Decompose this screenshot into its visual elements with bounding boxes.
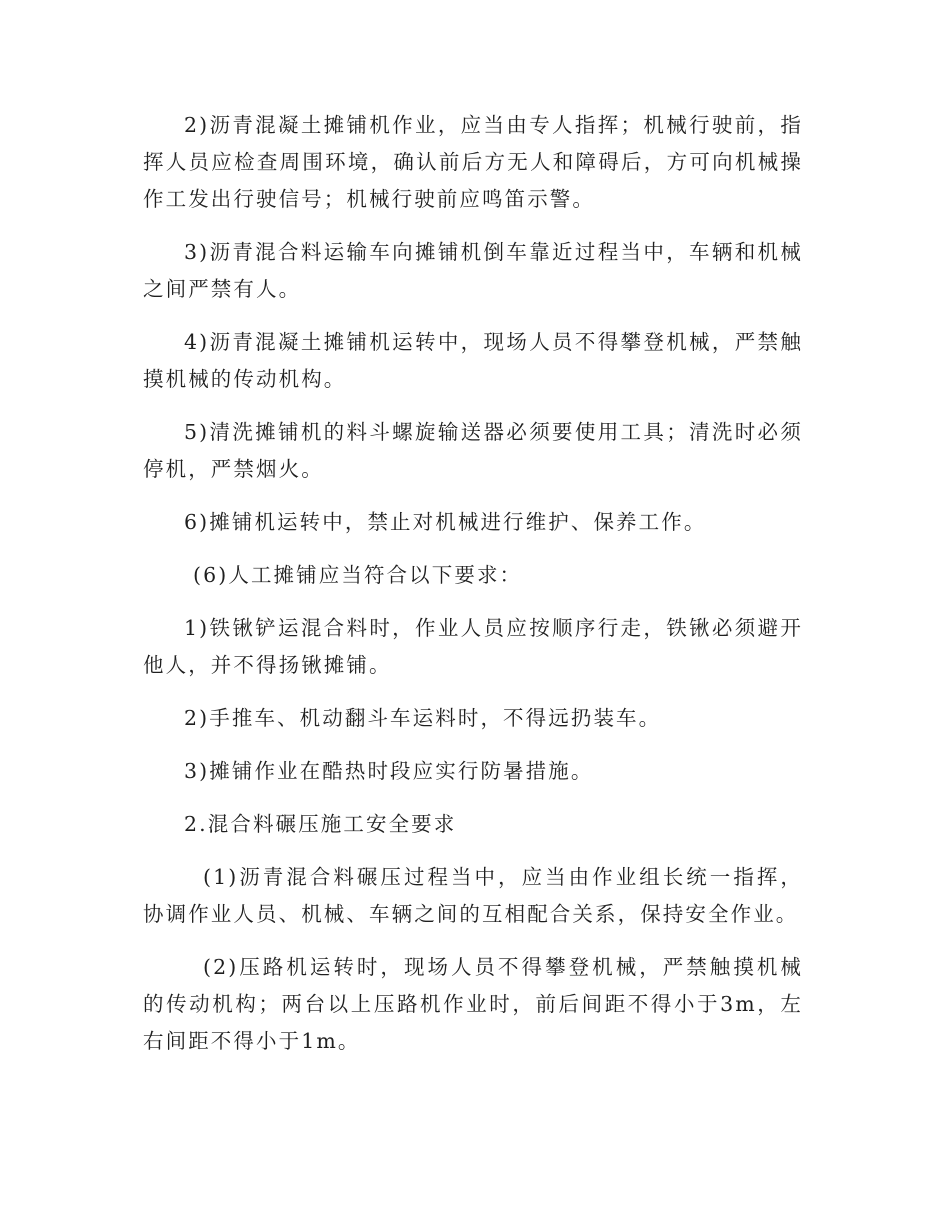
paragraph-truck-reversing: 3)沥青混合料运输车向摊铺机倒车靠近过程当中，车辆和机械之间严禁有人。 xyxy=(143,240,803,301)
paragraph-roller-spacing: (2)压路机运转时，现场人员不得攀登机械，严禁触摸机械的传动机构；两台以上压路机作业时，前后间距不得小于3m，左右间距不得小于1m。 xyxy=(143,955,803,1053)
document-body xyxy=(143,107,803,1076)
paragraph-handcart: 2)手推车、机动翻斗车运料时，不得远扔装车。 xyxy=(184,706,662,730)
paragraph-shovel: 1)铁锹铲运混合料时，作业人员应按顺序行走，铁锹必须避开他人，并不得扬锹摊铺。 xyxy=(143,616,803,677)
paragraph-cleaning-hopper: 5)清洗摊铺机的料斗螺旋输送器必须要使用工具；清洗时必须停机，严禁烟火。 xyxy=(143,420,803,481)
paragraph-heat-protection: 3)摊铺作业在酷热时段应实行防暑措施。 xyxy=(184,759,594,783)
paragraph-paver-command: 2)沥青混凝土摊铺机作业，应当由专人指挥；机械行驶前，指挥人员应检查周围环境，确认前后方无人和障碍后，方可向机械操作工发出行驶信号；机械行驶前应鸣笛示警。 xyxy=(143,113,803,211)
paragraph-manual-paving-heading: (6)人工摊铺应当符合以下要求： xyxy=(193,563,523,587)
paragraph-paver-running: 4)沥青混凝土摊铺机运转中，现场人员不得攀登机械，严禁触摸机械的传动机构。 xyxy=(143,330,803,391)
paragraph-no-maintenance: 6)摊铺机运转中，禁止对机械进行维护、保养工作。 xyxy=(184,510,707,534)
section-heading-compaction: 2.混合料碾压施工安全要求 xyxy=(184,812,457,836)
paragraph-compaction-command: (1)沥青混合料碾压过程当中，应当由作业组长统一指挥，协调作业人员、机械、车辆之间的互相配合关系，保持安全作业。 xyxy=(143,865,803,926)
